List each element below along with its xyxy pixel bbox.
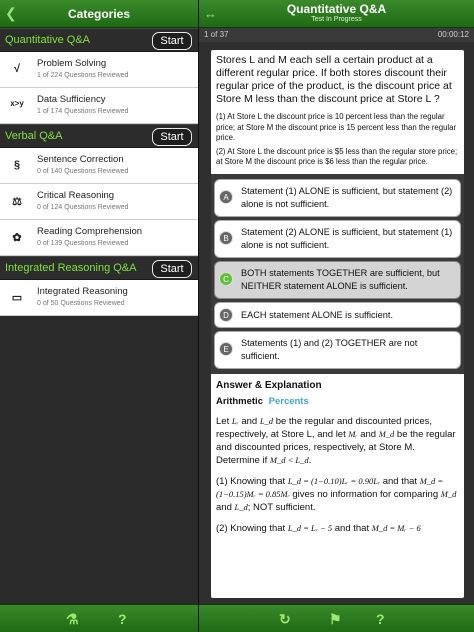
help-icon[interactable]: ?: [376, 611, 385, 627]
choice-c[interactable]: [214, 261, 461, 299]
text: (1) Knowing that: [216, 475, 288, 487]
category-title: Problem Solving: [37, 58, 107, 69]
text: be the regular and discounted prices, respectively, at Store L, and let: [216, 415, 433, 440]
start-button-integrated[interactable]: Start: [152, 260, 192, 278]
back-arrow-icon[interactable]: ❮: [5, 5, 17, 21]
section-label: Integrated Reasoning Q&A: [5, 262, 137, 274]
statement-1: (1) At Store L the discount price is 10 percent less than the regular price; at Store M the discount price is 15 percent less than the regular price.: [216, 112, 457, 142]
choice-text: Statement (1) ALONE is sufficient, but statement (2) alone is not sufficient.: [241, 185, 453, 209]
section-verbal: [0, 124, 198, 148]
question-title: Quantitative Q&A: [286, 2, 387, 16]
category-progress: 1 of 174 Questions Reviewed: [37, 108, 129, 115]
text: and: [238, 415, 260, 427]
section-label: Verbal Q&A: [5, 130, 63, 142]
math: L_d: [234, 501, 248, 512]
refresh-icon[interactable]: ↻: [279, 611, 291, 627]
section-quantitative: [0, 28, 198, 52]
topic-link[interactable]: Percents: [268, 395, 309, 407]
text: be the regular and discounted prices, respectively, at Store M. Determine if: [216, 428, 456, 466]
choice-letter: C: [219, 272, 233, 286]
choice-d[interactable]: [214, 302, 461, 328]
window-icon: ▭: [11, 292, 23, 304]
text: and: [357, 428, 379, 440]
explanation-paragraph-3: [216, 522, 459, 535]
choice-text: EACH statement ALONE is sufficient.: [241, 309, 393, 320]
topic-name: Arithmetic: [216, 395, 263, 407]
statement-2: (2) At Store L the discount price is $5 less than the regular store price; at Store M the discount price is $6 less than the regular price.: [216, 146, 458, 166]
section-label: Quantitative Q&A: [5, 34, 90, 46]
answer-explanation: [211, 374, 464, 535]
text: Let: [216, 415, 232, 427]
explanation-paragraph-1: [216, 415, 459, 467]
right-toolbar: [199, 604, 474, 632]
choice-text: Statement (2) ALONE is sufficient, but statement (1) alone is not sufficient.: [241, 226, 453, 250]
section-integrated-reasoning: [0, 256, 198, 280]
choice-letter: D: [219, 308, 233, 322]
question-header: [199, 0, 474, 28]
category-item-data-sufficiency[interactable]: [0, 88, 198, 124]
category-progress: 0 of 50 Questions Reviewed: [37, 300, 125, 307]
math: L_d = (1−0.10)Lᵣ = 0.90Lᵣ: [287, 475, 381, 486]
category-item-critical-reasoning[interactable]: [0, 184, 198, 220]
square-root-icon: √: [13, 63, 21, 75]
test-status: Test In Progress: [311, 16, 362, 23]
math: Lᵣ: [231, 415, 239, 426]
text: and that: [380, 475, 420, 487]
category-progress: 0 of 124 Questions Reviewed: [37, 204, 129, 211]
topic-line: [216, 396, 459, 407]
choice-text: BOTH statements TOGETHER are sufficient, but NEITHER statement ALONE is sufficient.: [241, 267, 440, 291]
microscope-icon[interactable]: ⚗: [66, 611, 79, 627]
category-title: Critical Reasoning: [37, 190, 115, 201]
category-item-reading-comprehension[interactable]: [0, 220, 198, 256]
text: ; NOT sufficient.: [247, 501, 316, 513]
category-progress: 1 of 224 Questions Reviewed: [37, 72, 129, 79]
category-item-integrated-reasoning[interactable]: [0, 280, 198, 316]
category-title: Sentence Correction: [37, 154, 124, 165]
text: (2) Knowing that: [216, 522, 288, 534]
start-button-verbal[interactable]: Start: [152, 128, 192, 146]
categories-panel: [0, 0, 198, 632]
category-progress: 0 of 139 Questions Reviewed: [37, 240, 129, 247]
category-title: Reading Comprehension: [37, 226, 143, 237]
math: L_d: [259, 415, 274, 426]
math: M_d < L_d: [269, 454, 309, 465]
category-progress: 0 of 140 Questions Reviewed: [37, 168, 129, 175]
scales-icon: ⚖: [12, 196, 22, 208]
category-item-problem-solving[interactable]: [0, 52, 198, 88]
answer-heading: Answer & Explanation: [216, 379, 322, 391]
left-toolbar: [0, 604, 198, 632]
categories-header: [0, 0, 198, 28]
help-icon[interactable]: ?: [118, 611, 127, 627]
math: M_d: [440, 488, 457, 499]
math: L_d = Lᵣ − 5: [287, 522, 333, 533]
math: M_d = (1−0.15)Mᵣ = 0.85Mᵣ: [216, 475, 444, 499]
flower-icon: ✿: [12, 232, 22, 244]
choice-letter: E: [219, 342, 233, 356]
category-title: Data Sufficiency: [37, 94, 106, 105]
question-counter: 1 of 37: [204, 30, 229, 39]
math: Mᵣ: [348, 428, 358, 439]
choice-b[interactable]: [214, 220, 461, 258]
answer-choices: [211, 174, 464, 374]
category-item-sentence-correction[interactable]: [0, 148, 198, 184]
text: and that: [332, 522, 372, 534]
categories-title: Categories: [67, 7, 131, 21]
question-card: [211, 50, 464, 598]
start-button-quantitative[interactable]: Start: [152, 32, 192, 50]
explanation-paragraph-2: [216, 475, 459, 514]
choice-e[interactable]: [214, 331, 461, 369]
choice-text: Statements (1) and (2) TOGETHER are not sufficient.: [241, 337, 418, 361]
question-stem: Stores L and M each sell a certain product at a different regular price. If both stores discount their regular price of the product, is the discount price at Store M less than the discount price at Store L ?: [216, 54, 452, 105]
question-status-bar: [199, 28, 474, 42]
timer: 00:00:12: [437, 30, 469, 39]
flag-icon[interactable]: ⚑: [329, 611, 342, 627]
text: gives no information for comparing: [289, 488, 441, 500]
choice-a[interactable]: [214, 179, 461, 217]
text: and: [216, 501, 235, 513]
text: .: [308, 454, 312, 466]
section-sign-icon: §: [13, 159, 21, 171]
choice-letter: B: [219, 231, 233, 245]
x-greater-y-icon: x>y: [10, 99, 24, 108]
category-title: Integrated Reasoning: [37, 286, 128, 297]
expand-icon[interactable]: ↔: [204, 6, 217, 21]
math: M_d = Mᵣ − 6: [371, 522, 421, 533]
choice-letter: A: [219, 190, 233, 204]
math: M_d: [378, 428, 395, 439]
